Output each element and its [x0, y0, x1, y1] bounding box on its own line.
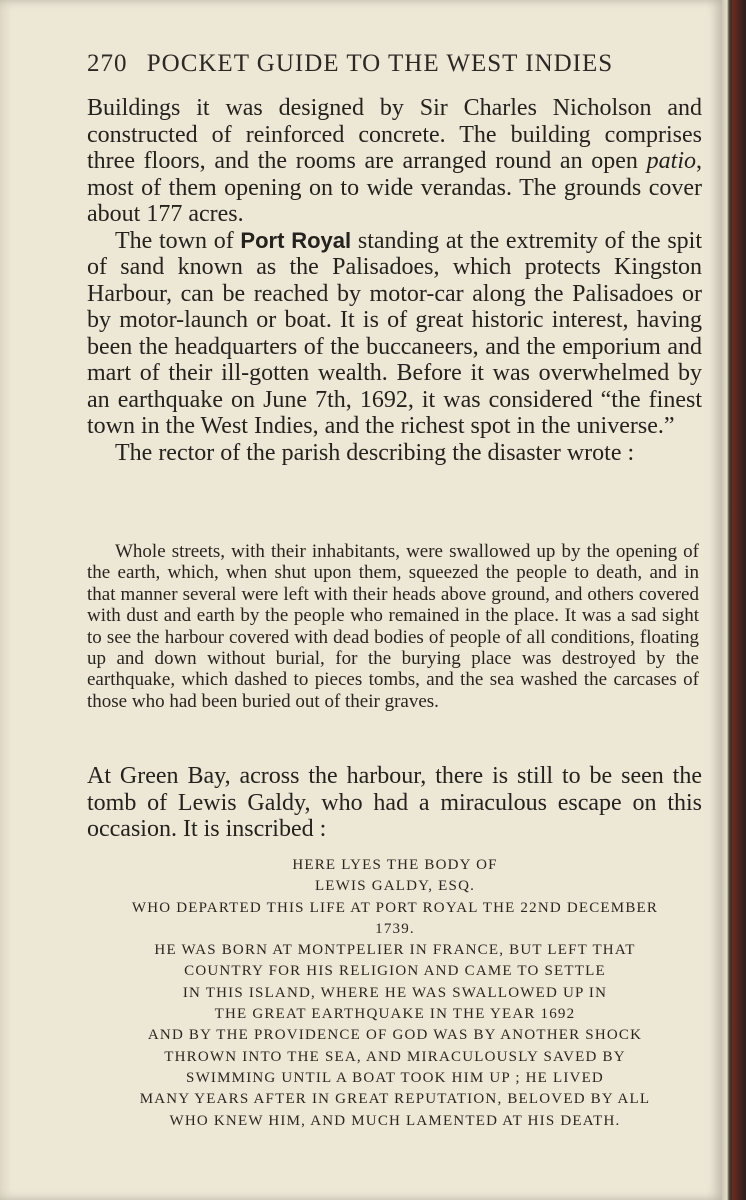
tomb-inscription	[80, 855, 710, 1132]
epitaph-line: THROWN INTO THE SEA, AND MIRACULOUSLY SAVED BY	[164, 1048, 626, 1065]
paragraph-port-royal-start: The town of	[115, 227, 241, 254]
running-header	[87, 50, 657, 78]
book-spine-edge	[722, 0, 746, 1200]
patio-italic: patio	[646, 148, 696, 174]
epitaph-line: AND BY THE PROVIDENCE OF GOD WAS BY ANOTHER SHOCK	[147, 1027, 643, 1044]
paragraph-port-royal	[87, 228, 702, 440]
epitaph-line: SWIMMING UNTIL A BOAT TOOK HIM UP ; HE LIVED	[186, 1069, 604, 1086]
running-title: POCKET GUIDE TO THE WEST INDIES	[146, 50, 614, 77]
page-number: 270	[87, 50, 128, 77]
port-royal-bold: Port Royal	[240, 227, 352, 253]
paragraph-port-royal-end: standing at the extremity of the spit of sand known as the Palisadoes, which protects Kingston Harbour, can be reached by motor-car along the Palisadoes or by motor-launch or boat. It is of great historic interest, having been the headquarters of the buccaneers, and the emporium and mart of their ill-gotten wealth. Before it was overwhelmed by an earthquake on June 7th, 1692, it was considered “the finest town in the West Indies, and the richest spot in the universe.”	[87, 227, 702, 439]
paragraph-green-bay: At Green Bay, across the harbour, there is still to be seen the tomb of Lewis Galdy, who had a miraculous escape on this occasion. It is inscribed :	[87, 763, 702, 842]
epitaph-line: MANY YEARS AFTER IN GREAT REPUTATION, BELOVED BY ALL	[139, 1091, 651, 1108]
epitaph-line: WHO DEPARTED THIS LIFE AT PORT ROYAL THE 22ND DECEMBER	[131, 899, 659, 916]
epitaph-line: HE WAS BORN AT MONTPELIER IN FRANCE, BUT LEFT THAT	[154, 942, 636, 959]
green-bay-text	[87, 763, 702, 843]
epitaph-line: LEWIS GALDY, ESQ.	[314, 878, 476, 895]
main-text	[87, 95, 702, 466]
epitaph-line: 1739.	[375, 920, 415, 937]
quotation-text: Whole streets, with their inhabitants, were swallowed up by the opening of the earth, which, when shut upon them, squeezed the people to death, and in that manner several were left with their heads above ground, and others covered with dust and earth by the people who remained in the place. It was a sad sight to see the harbour covered with dead bodies of people of all conditions, floating up and down without burial, for the burying place was destroyed by the earthquake, which dashed to pieces tombs, and the sea washed the carcases of those who had been buried out of their graves.	[87, 541, 699, 712]
epitaph-line: HERE LYES THE BODY OF	[292, 857, 498, 873]
epitaph-line: THE GREAT EARTHQUAKE IN THE YEAR 1692	[214, 1006, 576, 1023]
paragraph-rector: The rector of the parish describing the disaster wrote :	[115, 439, 635, 466]
paragraph-buildings	[87, 95, 702, 228]
epitaph-line: COUNTRY FOR HIS RELIGION AND CAME TO SETTLE	[184, 963, 606, 980]
paragraph-buildings-end: , most of them opening on to wide verandas. The grounds cover about 177 acres.	[87, 148, 702, 227]
paragraph-buildings-text: Buildings it was designed by Sir Charles Nicholson and constructed of reinforced concrete. The building comprises three floors, and the rooms are arranged round an open	[87, 95, 702, 174]
epitaph-line: IN THIS ISLAND, WHERE HE WAS SWALLOWED UP IN	[182, 984, 608, 1001]
epitaph-line: WHO KNEW HIM, AND MUCH LAMENTED AT HIS DEATH.	[169, 1112, 621, 1129]
rector-quotation	[87, 541, 699, 712]
